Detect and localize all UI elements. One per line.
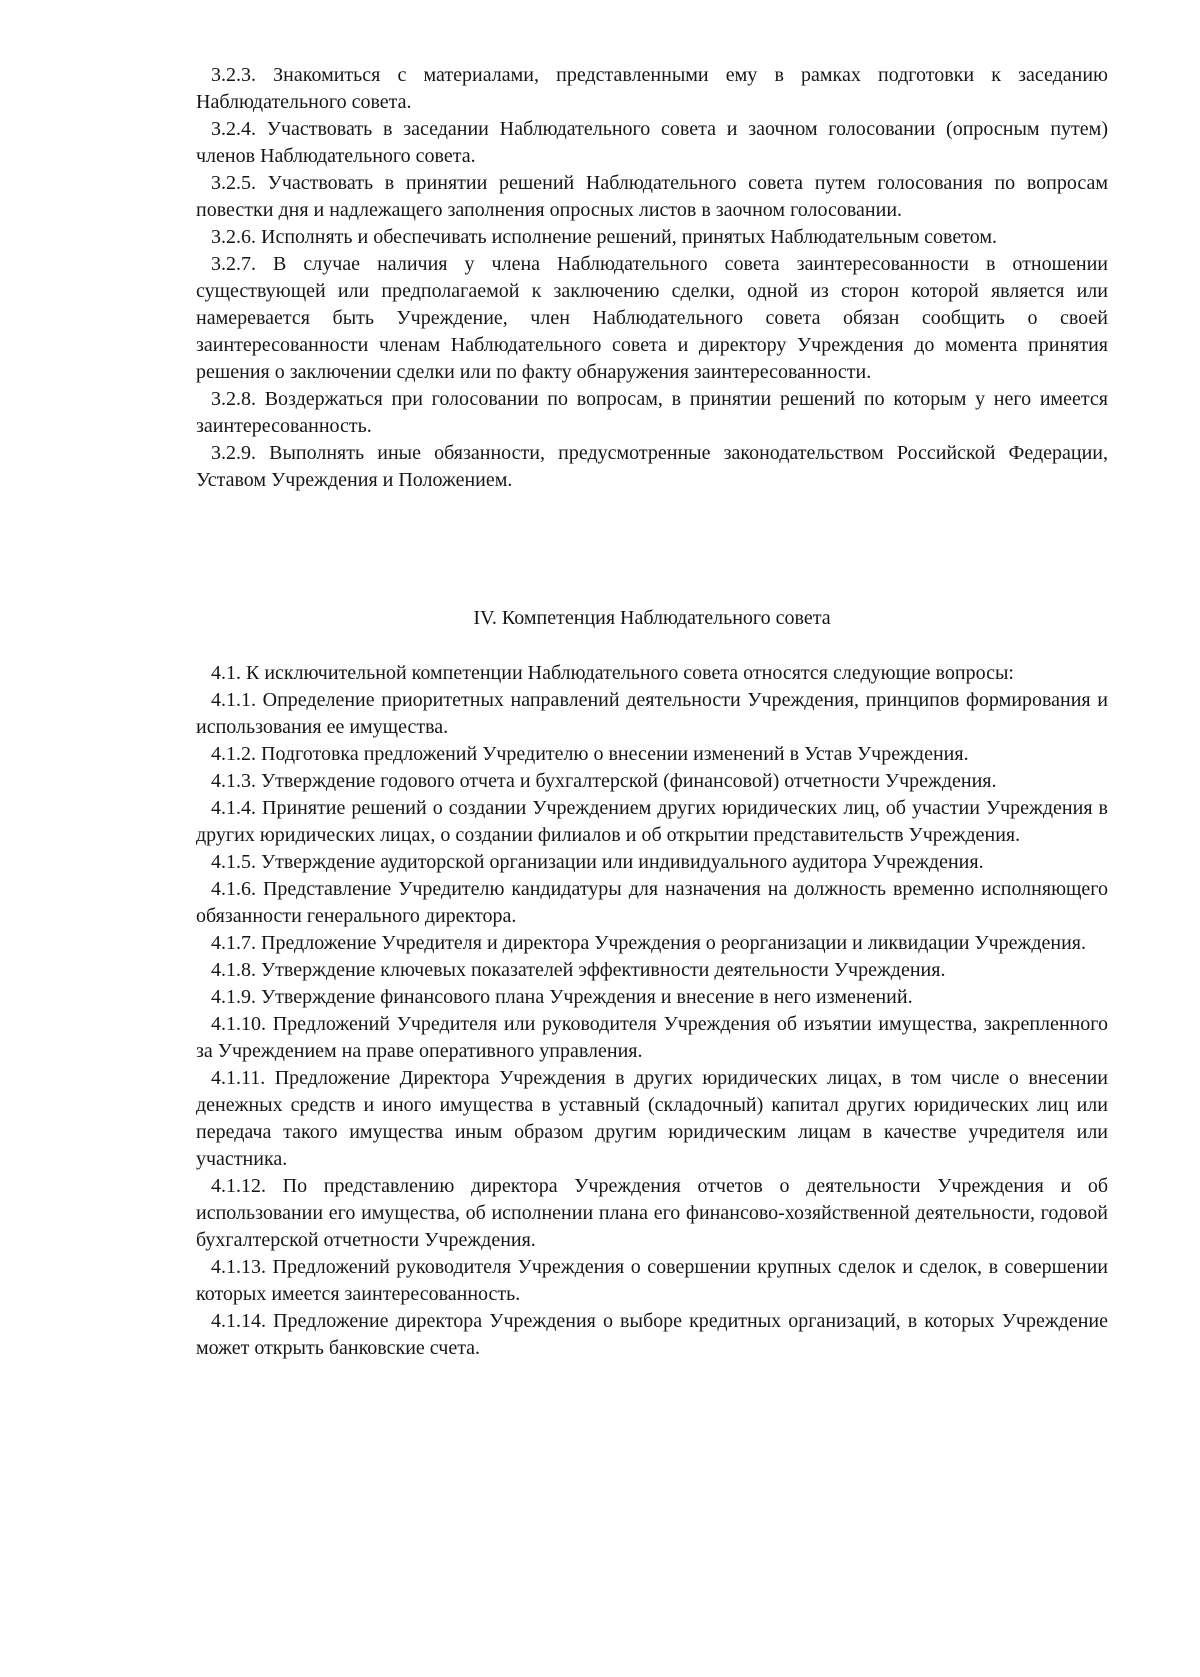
- paragraph-4-1-2: 4.1.2. Подготовка предложений Учредителю о внесении изменений в Устав Учреждения.: [211, 743, 969, 765]
- paragraph-4-1-12: 4.1.12. По представлению директора Учреждения отчетов о деятельности Учреждения и об использовании его имущества, об исполнении плана его финансово-хозяйственной деятельности, годовой бухгалтерской отчетности Учреждения.: [196, 1175, 1108, 1251]
- section-3-paragraphs: [196, 62, 1108, 494]
- paragraph-4-1-3: 4.1.3. Утверждение годового отчета и бухгалтерской (финансовой) отчетности Учреждения.: [211, 770, 997, 792]
- paragraph-4-1-11: 4.1.11. Предложение Директора Учреждения в других юридических лицах, в том числе о внесении денежных средств и иного имущества в уставный (складочный) капитал других юридических лиц или передача такого имущества иным образом другим юридическим лицам в качестве учредителя или участника.: [196, 1067, 1108, 1170]
- paragraph-3-2-9: 3.2.9. Выполнять иные обязанности, предусмотренные законодательством Российской Федерации, Уставом Учреждения и Положением.: [196, 442, 1108, 491]
- section-4-paragraphs: [196, 660, 1108, 1362]
- paragraph-4-1-6: 4.1.6. Представление Учредителю кандидатуры для назначения на должность временно исполняющего обязанности генерального директора.: [196, 878, 1108, 927]
- paragraph-4-1: 4.1. К исключительной компетенции Наблюдательного совета относятся следующие вопросы:: [211, 662, 1014, 684]
- section-4-heading: IV. Компетенция Наблюдательного совета: [473, 607, 831, 629]
- paragraph-3-2-8: 3.2.8. Воздержаться при голосовании по вопросам, в принятии решений по которым у него имеется заинтересованность.: [196, 388, 1108, 437]
- paragraph-4-1-14: 4.1.14. Предложение директора Учреждения о выборе кредитных организаций, в которых Учреждение может открыть банковские счета.: [196, 1310, 1108, 1359]
- paragraph-3-2-6: 3.2.6. Исполнять и обеспечивать исполнение решений, принятых Наблюдательным советом.: [211, 226, 998, 248]
- paragraph-4-1-13: 4.1.13. Предложений руководителя Учреждения о совершении крупных сделок и сделок, в совершении которых имеется заинтересованность.: [196, 1256, 1108, 1305]
- paragraph-4-1-7: 4.1.7. Предложение Учредителя и директора Учреждения о реорганизации и ликвидации Учреждения.: [211, 932, 1087, 954]
- paragraph-3-2-7: 3.2.7. В случае наличия у члена Наблюдательного совета заинтересованности в отношении существующей или предполагаемой к заключению сделки, одной из сторон которой является или намеревается быть Учреждение, член Наблюдательного совета обязан сообщить о своей заинтересованности членам Наблюдательного совета и директору Учреждения до момента принятия решения о заключении сделки или по факту обнаружения заинтересованности.: [196, 253, 1108, 383]
- paragraph-4-1-10: 4.1.10. Предложений Учредителя или руководителя Учреждения об изъятии имущества, закрепленного за Учреждением на праве оперативного управления.: [196, 1013, 1108, 1062]
- paragraph-4-1-5: 4.1.5. Утверждение аудиторской организации или индивидуального аудитора Учреждения.: [211, 851, 984, 873]
- paragraph-3-2-5: 3.2.5. Участвовать в принятии решений Наблюдательного совета путем голосования по вопросам повестки дня и надлежащего заполнения опросных листов в заочном голосовании.: [196, 172, 1108, 221]
- paragraph-3-2-3: 3.2.3. Знакомиться с материалами, представленными ему в рамках подготовки к заседанию Наблюдательного совета.: [196, 64, 1108, 113]
- paragraph-4-1-1: 4.1.1. Определение приоритетных направлений деятельности Учреждения, принципов формирования и использования ее имущества.: [196, 689, 1108, 738]
- paragraph-4-1-8: 4.1.8. Утверждение ключевых показателей эффективности деятельности Учреждения.: [211, 959, 946, 981]
- paragraph-4-1-9: 4.1.9. Утверждение финансового плана Учреждения и внесение в него изменений.: [211, 986, 913, 1008]
- paragraph-3-2-4: 3.2.4. Участвовать в заседании Наблюдательного совета и заочном голосовании (опросным путем) членов Наблюдательного совета.: [196, 118, 1108, 167]
- paragraph-4-1-4: 4.1.4. Принятие решений о создании Учреждением других юридических лиц, об участии Учреждения в других юридических лицах, о создании филиалов и об открытии представительств Учреждения.: [196, 797, 1108, 846]
